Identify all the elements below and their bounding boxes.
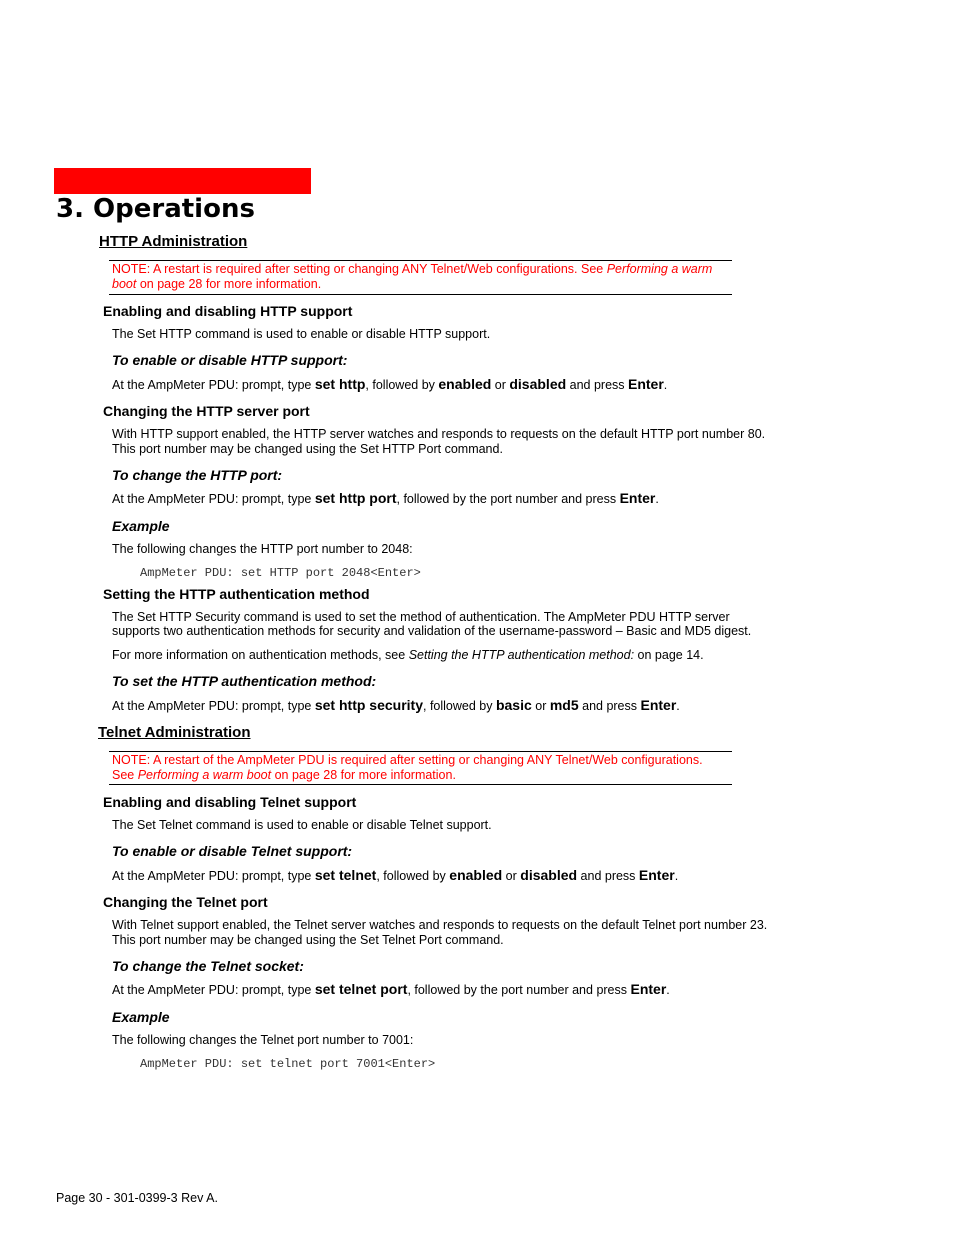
- paragraph: This port number may be changed using the Set HTTP Port command.: [112, 442, 503, 456]
- procedure-heading: To change the HTTP port:: [112, 467, 283, 483]
- page-footer: Page 30 - 301-0399-3 Rev A.: [56, 1191, 218, 1205]
- note-text: NOTE: A restart is required after setting or changing ANY Telnet/Web configurations. See: [112, 262, 607, 276]
- subheading-telnet-port: Changing the Telnet port: [103, 894, 268, 910]
- paragraph: The following changes the Telnet port number to 7001:: [112, 1033, 414, 1047]
- paragraph: The Set Telnet command is used to enable or disable Telnet support.: [112, 818, 492, 832]
- paragraph: For more information on authentication methods, see Setting the HTTP authentication method: on page 14.: [112, 648, 704, 662]
- note-box-http: [109, 260, 732, 295]
- example-heading: Example: [112, 1009, 170, 1025]
- cross-reference: Setting the HTTP authentication method:: [408, 648, 635, 662]
- note-http: [112, 262, 712, 292]
- example-heading: Example: [112, 518, 170, 534]
- procedure-heading: To change the Telnet socket:: [112, 958, 304, 974]
- code-example: AmpMeter PDU: set HTTP port 2048<Enter>: [140, 566, 421, 580]
- paragraph: The following changes the HTTP port number to 2048:: [112, 542, 413, 556]
- procedure-step: At the AmpMeter PDU: prompt, type set http port, followed by the port number and press Enter.: [112, 490, 659, 506]
- note-text: on page 28 for more information.: [136, 277, 322, 291]
- paragraph: With Telnet support enabled, the Telnet server watches and responds to requests on the default Telnet port number 23.: [112, 918, 768, 932]
- paragraph: The Set HTTP command is used to enable or disable HTTP support.: [112, 327, 491, 341]
- procedure-step: At the AmpMeter PDU: prompt, type set http, followed by enabled or disabled and press Enter.: [112, 376, 668, 392]
- note-box-telnet: [109, 751, 732, 785]
- code-example: AmpMeter PDU: set telnet port 7001<Enter>: [140, 1057, 436, 1071]
- procedure-heading: To set the HTTP authentication method:: [112, 673, 377, 689]
- note-text: See: [112, 768, 138, 782]
- note-telnet: [112, 753, 703, 783]
- paragraph: supports two authentication methods for security and validation of the username-password – Basic and MD5 digest.: [112, 624, 752, 638]
- note-link-text: Performing a warm: [606, 262, 713, 276]
- subheading-http-port: Changing the HTTP server port: [103, 403, 310, 419]
- subheading-telnet-enable: Enabling and disabling Telnet support: [103, 794, 357, 810]
- subheading-http-auth: Setting the HTTP authentication method: [103, 586, 370, 602]
- section-heading-telnet: Telnet Administration: [98, 724, 251, 741]
- procedure-step: At the AmpMeter PDU: prompt, type set telnet, followed by enabled or disabled and press Enter.: [112, 867, 679, 883]
- paragraph: The Set HTTP Security command is used to set the method of authentication. The AmpMeter PDU HTTP server: [112, 610, 730, 624]
- section-heading-http: HTTP Administration: [99, 233, 248, 250]
- note-link-text: Performing a warm boot: [137, 768, 272, 782]
- chapter-title: 3. Operations: [56, 194, 255, 224]
- paragraph: This port number may be changed using the Set Telnet Port command.: [112, 933, 504, 947]
- note-text: NOTE: A restart of the AmpMeter PDU is required after setting or changing ANY Telnet/Web configurations.: [112, 753, 703, 767]
- note-text: on page 28 for more information.: [271, 768, 456, 782]
- procedure-heading: To enable or disable Telnet support:: [112, 843, 353, 859]
- paragraph: With HTTP support enabled, the HTTP server watches and responds to requests on the default HTTP port number 80.: [112, 427, 766, 441]
- note-link-text: boot: [112, 277, 137, 291]
- procedure-step: At the AmpMeter PDU: prompt, type set telnet port, followed by the port number and press Enter.: [112, 981, 670, 997]
- subheading-http-enable: Enabling and disabling HTTP support: [103, 303, 353, 319]
- procedure-step: At the AmpMeter PDU: prompt, type set http security, followed by basic or md5 and press Enter.: [112, 697, 680, 713]
- procedure-heading: To enable or disable HTTP support:: [112, 352, 348, 368]
